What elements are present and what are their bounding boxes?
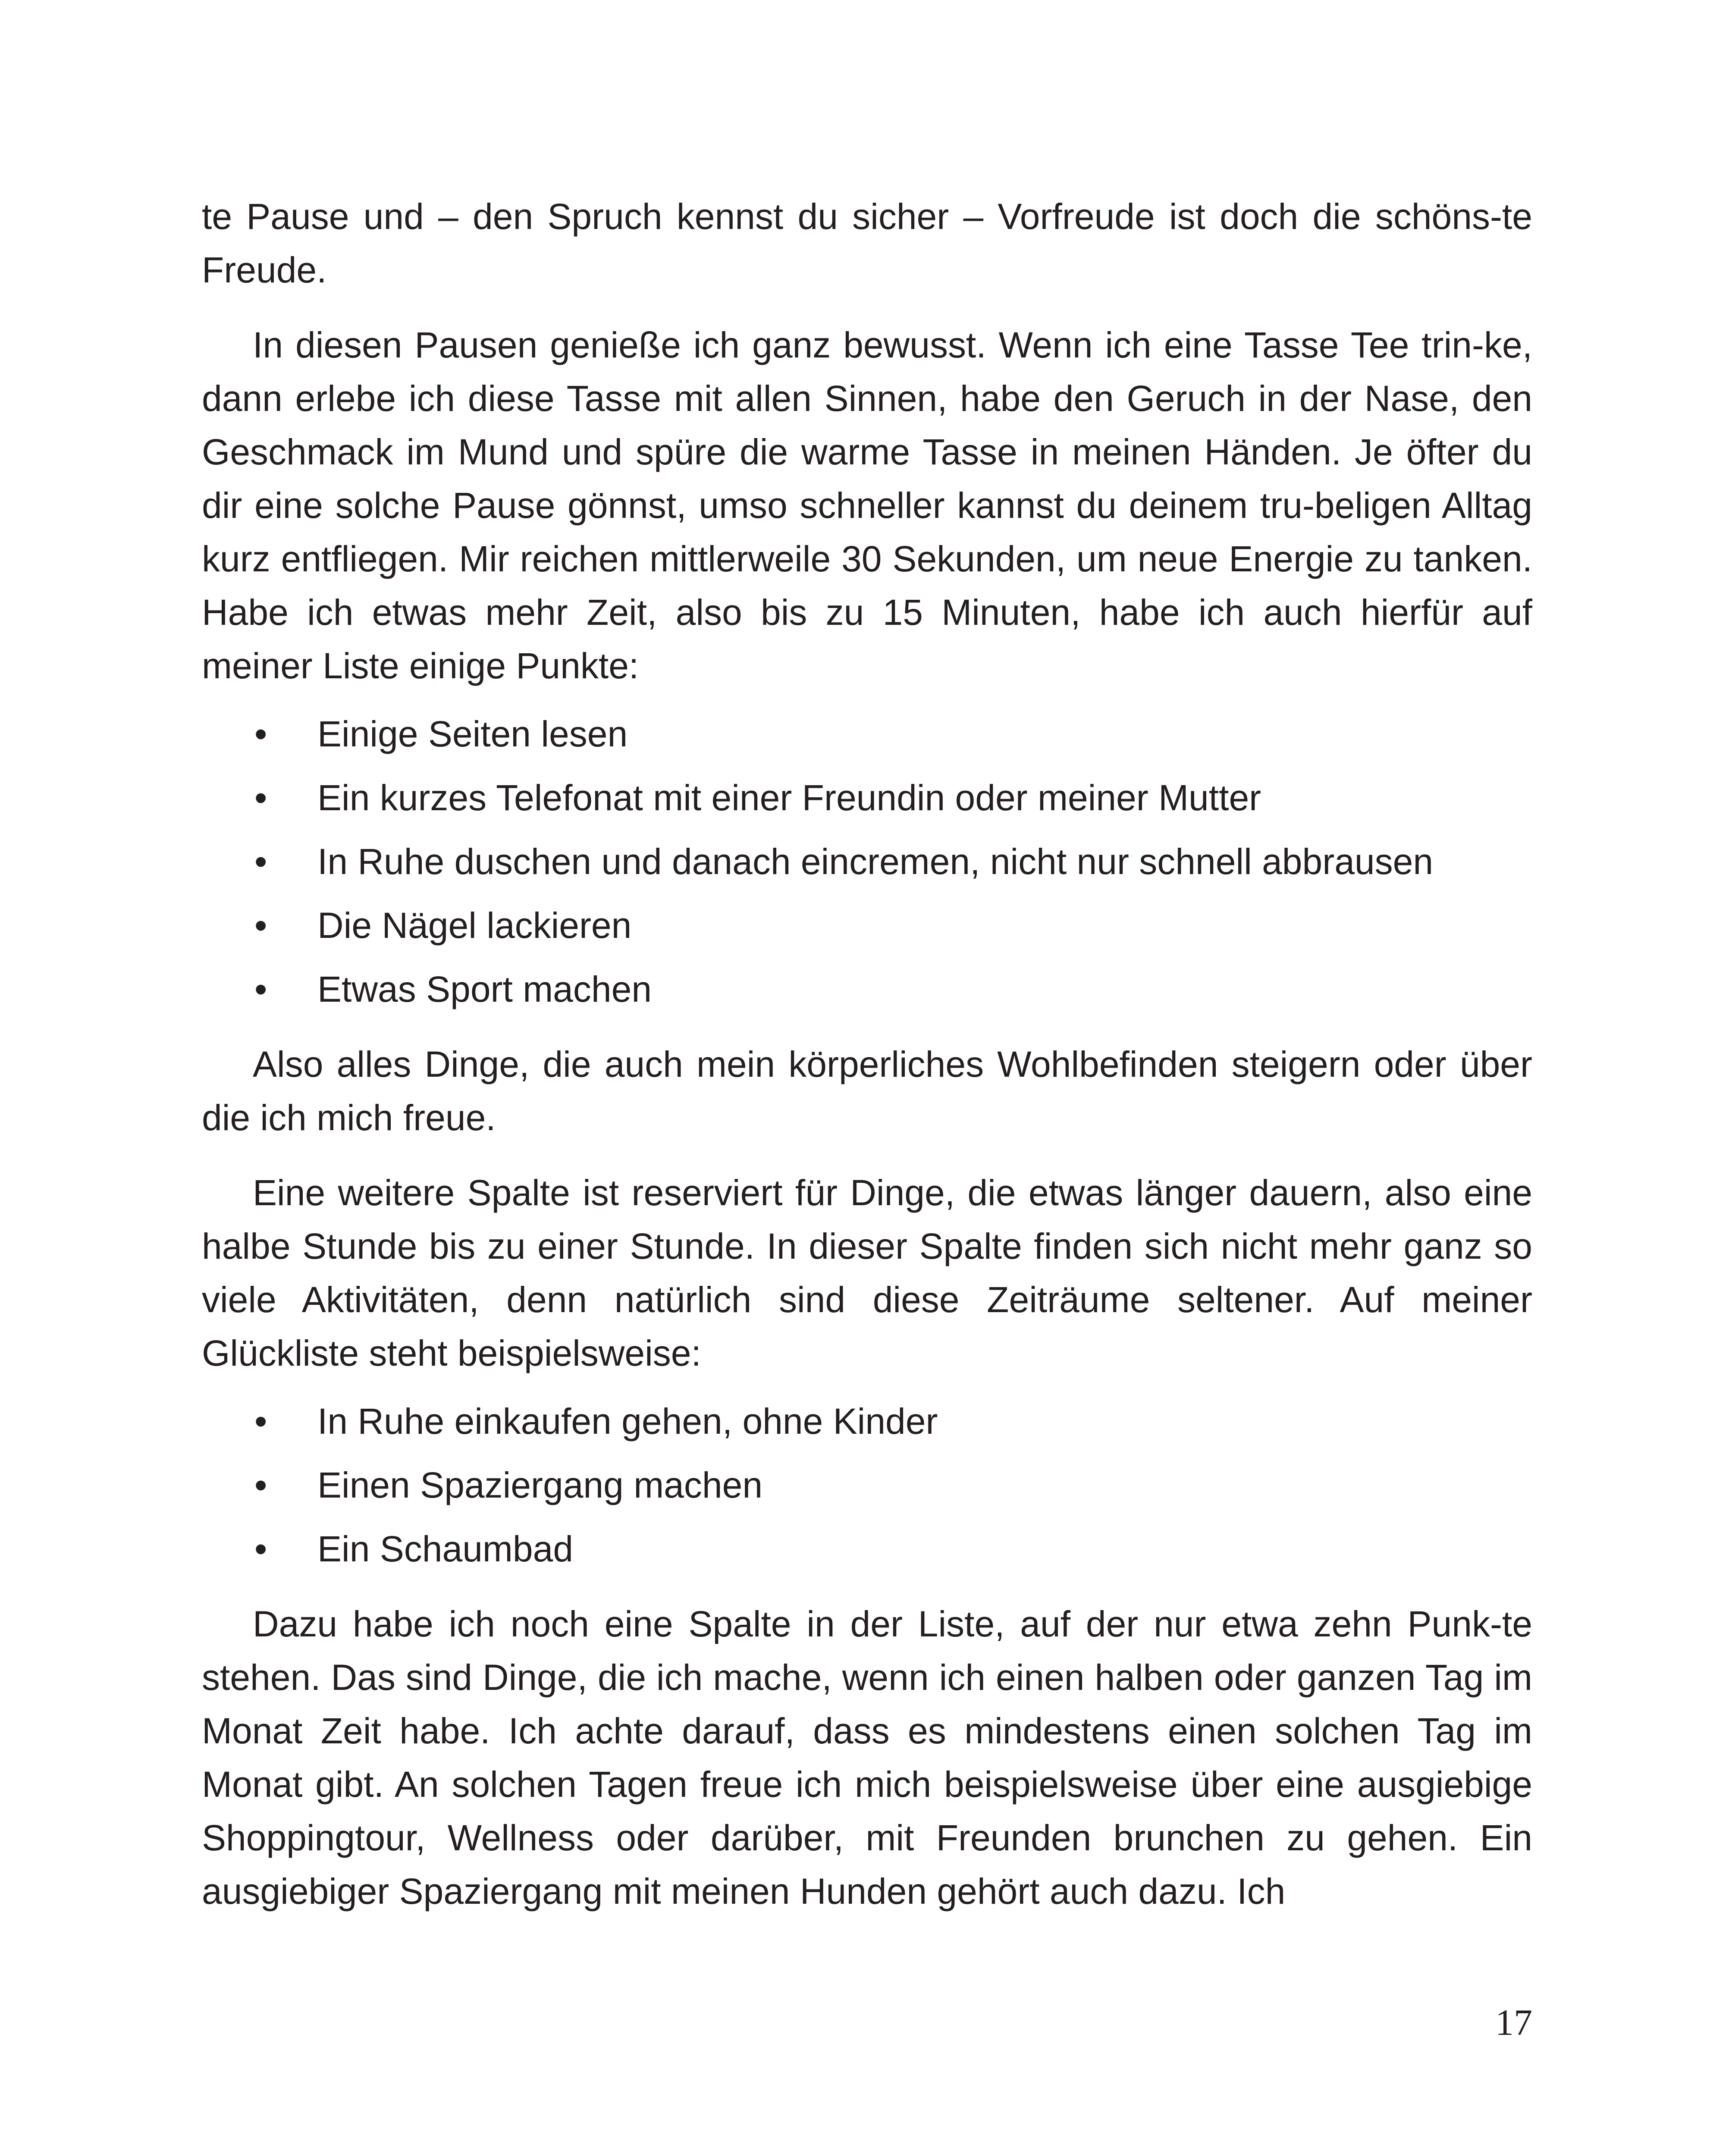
list-item-text: Die Nägel lackieren	[317, 905, 632, 946]
bullet-icon: •	[254, 1529, 267, 1569]
list-item	[202, 1389, 1532, 1453]
list-item-text: In Ruhe einkaufen gehen, ohne Kinder	[317, 1401, 938, 1442]
list-item-text: Ein Schaumbad	[317, 1529, 574, 1569]
bullet-list-medium-breaks	[202, 1389, 1532, 1581]
bullet-icon: •	[254, 969, 267, 1009]
bullet-icon: •	[254, 777, 267, 818]
bullet-icon: •	[254, 841, 267, 882]
page-number: 17	[1495, 2002, 1532, 2043]
list-item	[202, 1517, 1532, 1581]
paragraph: Also alles Dinge, die auch mein körperliches Wohlbefinden steigern oder über die ich mich freue.	[202, 1044, 1532, 1138]
bullet-icon: •	[254, 1465, 267, 1505]
list-item-text: Etwas Sport machen	[317, 969, 652, 1009]
body-text	[202, 190, 1532, 1918]
paragraph: Dazu habe ich noch eine Spalte in der Liste, auf der nur etwa zehn Punk-te stehen. Das sind Dinge, die ich mache, wenn ich einen halben oder ganzen Tag im Monat Zeit habe. Ich achte darauf, dass es mindestens einen solchen Tag im Monat gibt. An solchen Tagen freue ich mich beispielsweise über eine ausgiebige Shoppingtour, Wellness oder darüber, mit Freunden brunchen zu gehen. Ein ausgiebiger Spaziergang mit meinen Hunden gehört auch dazu. Ich	[202, 1604, 1532, 1912]
bullet-icon: •	[254, 905, 267, 946]
list-item-text: In Ruhe duschen und danach eincremen, nicht nur schnell abbrausen	[317, 841, 1434, 882]
list-item	[202, 893, 1532, 957]
paragraph: In diesen Pausen genieße ich ganz bewusst. Wenn ich eine Tasse Tee trin-ke, dann erlebe ich diese Tasse mit allen Sinnen, habe den Geruch in der Nase, den Geschmack im Mund und spüre die warme Tasse in meinen Händen. Je öfter du dir eine solche Pause gönnst, umso schneller kannst du deinem tru-beligen Alltag kurz entfliegen. Mir reichen mittlerweile 30 Sekunden, um neue Energie zu tanken. Habe ich etwas mehr Zeit, also bis zu 15 Minuten, habe ich auch hierfür auf meiner Liste einige Punkte:	[202, 325, 1532, 686]
paragraph: te Pause und – den Spruch kennst du sicher – Vorfreude ist doch die schöns-te Freude.	[202, 196, 1532, 290]
list-item	[202, 766, 1532, 830]
list-item	[202, 830, 1532, 893]
list-item-text: Einige Seiten lesen	[317, 714, 628, 754]
list-item-text: Einen Spaziergang machen	[317, 1465, 763, 1505]
list-item	[202, 1453, 1532, 1517]
list-item-text: Ein kurzes Telefonat mit einer Freundin oder meiner Mutter	[317, 777, 1261, 818]
bullet-icon: •	[254, 1401, 267, 1442]
list-item	[202, 702, 1532, 766]
bullet-list-short-breaks	[202, 702, 1532, 1021]
paragraph: Eine weitere Spalte ist reserviert für Dinge, die etwas länger dauern, also eine halbe Stunde bis zu einer Stunde. In dieser Spalte finden sich nicht mehr ganz so viele Aktivitäten, denn natürlich sind diese Zeiträume seltener. Auf meiner Glückliste steht beispielsweise:	[202, 1172, 1532, 1373]
list-item	[202, 957, 1532, 1021]
bullet-icon: •	[254, 714, 267, 754]
